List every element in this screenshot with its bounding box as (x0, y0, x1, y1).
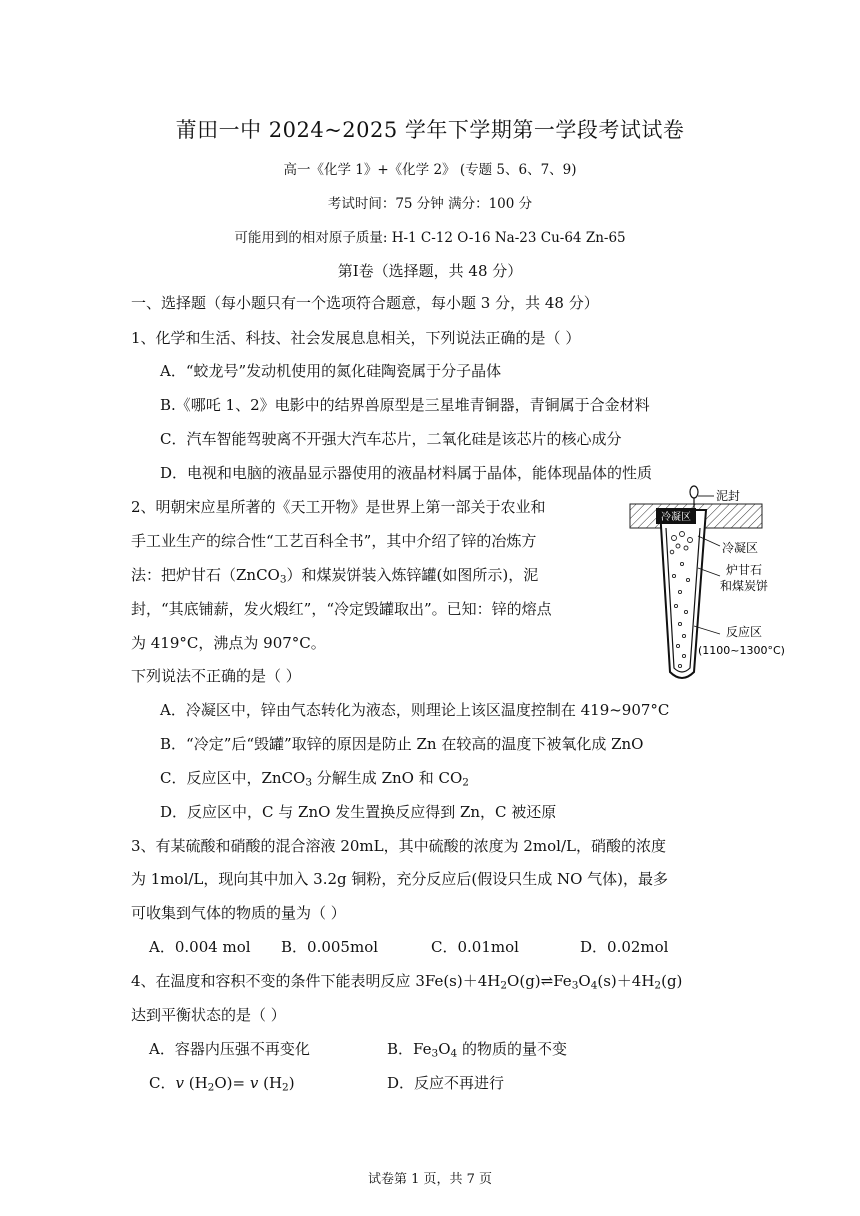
label-condensation-zone: 冷凝区 (722, 541, 759, 555)
zinc-smelting-figure (622, 484, 800, 686)
q4-option-b: B．$Fe_3O_4$ 的物质的量不变 (387, 1040, 567, 1060)
page-footer: 试卷第 1 页，共 7 页 (367, 1172, 493, 1187)
q3-option-b: B．0.005mol (281, 938, 379, 956)
q4-line-1: 4、在温度和容积不变的条件下能表明反应 $3Fe(s)+4H_2O(g)\rightleftharpoons Fe_3O_4(s)+4H_2(g)$ (131, 972, 683, 992)
exam-title: 莆田一中 2024~2025 学年下学期第一学段考试试卷 (175, 118, 685, 142)
q2-option-b: B．“冷定”后“毁罐”取锌的原因是防止 Zn 在较高的温度下被氧化成 ZnO (160, 735, 644, 753)
q1-option-c: C．汽车智能驾驶离不开强大汽车芯片，二氧化硅是该芯片的核心成分 (160, 430, 622, 448)
q1-option-d: D．电视和电脑的液晶显示器使用的液晶材料属于晶体，能体现晶体的性质 (160, 464, 653, 482)
q3-line-3: 可收集到气体的物质的量为（ ） (131, 904, 346, 922)
q4-option-a: A．容器内压强不再变化 (149, 1040, 310, 1058)
q4-option-d: D．反应不再进行 (387, 1074, 505, 1092)
q2-option-d: D．反应区中，C 与 ZnO 发生置换反应得到 Zn，C 被还原 (160, 803, 557, 821)
q2-option-a: A．冷凝区中，锌由气态转化为液态，则理论上该区温度控制在 419~907°C (160, 701, 670, 719)
q2-option-c: C．反应区中，ZnCO$_3$ 分解生成 ZnO 和 $CO_2$ (160, 769, 469, 789)
atomic-masses: 可能用到的相对原子质量: H-1 C-12 O-16 Na-23 Cu-64 Zn-65 (234, 230, 626, 246)
section-title: 一、选择题（每小题只有一个选项符合题意，每小题 3 分，共 48 分） (131, 294, 599, 312)
condensation-box-label: 冷凝区 (661, 512, 691, 523)
q1-option-b: B.《哪吒 1、2》电影中的结界兽原型是三星堆青铜器，青铜属于合金材料 (160, 396, 650, 414)
label-reaction-zone: 反应区 (726, 625, 763, 639)
q3-option-d: D．0.02mol (580, 938, 669, 956)
label-coal-cake: 和煤炭饼 (720, 579, 769, 593)
q2-line-4: 封，“其底铺薪，发火煅红”，“冷定毁罐取出”。已知：锌的熔点 (131, 600, 552, 618)
label-mud-seal: 泥封 (716, 489, 741, 503)
q3-option-c: C．0.01mol (431, 938, 519, 956)
label-reaction-temperature: (1100~1300°C) (698, 644, 785, 657)
q2-line-5: 为 419°C，沸点为 907°C。 (131, 634, 326, 652)
q1-option-a: A．“蛟龙号”发动机使用的氮化硅陶瓷属于分子晶体 (160, 362, 502, 380)
q2-line-1: 2、明朝宋应星所著的《天工开物》是世界上第一部关于农业和 (131, 498, 546, 516)
volume-heading: 第Ⅰ卷（选择题，共 48 分） (337, 262, 523, 280)
q2-ask: 下列说法不正确的是（ ） (131, 667, 301, 685)
q1-stem: 1、化学和生活、科技、社会发展息息相关，下列说法正确的是（ ） (131, 329, 581, 347)
q3-line-2: 为 1mol/L，现向其中加入 3.2g 铜粉，充分反应后(假设只生成 NO 气体)，最多 (131, 870, 669, 888)
q4-line-2: 达到平衡状态的是（ ） (131, 1006, 286, 1024)
label-calamine: 炉甘石 (726, 563, 763, 577)
exam-time: 考试时间：75 分钟 满分：100 分 (327, 196, 533, 212)
q4-option-c: C．v $(H_2O)= v$ $(H_2)$ (149, 1074, 295, 1094)
q3-line-1: 3、有某硫酸和硝酸的混合溶液 20mL，其中硫酸的浓度为 2mol/L，硝酸的浓度 (131, 837, 666, 855)
exam-subject: 高一《化学 1》+《化学 2》 (专题 5、6、7、9) (283, 162, 577, 178)
seal-cap (690, 486, 698, 498)
q3-option-a: A．0.004 mol (149, 938, 251, 956)
q2-line-2: 手工业生产的综合性“工艺百科全书”，其中介绍了锌的冶炼方 (131, 532, 537, 550)
q2-line-3: 法：把炉甘石（ZnCO$_3$）和煤炭饼装入炼锌罐(如图所示)，泥 (131, 566, 539, 586)
